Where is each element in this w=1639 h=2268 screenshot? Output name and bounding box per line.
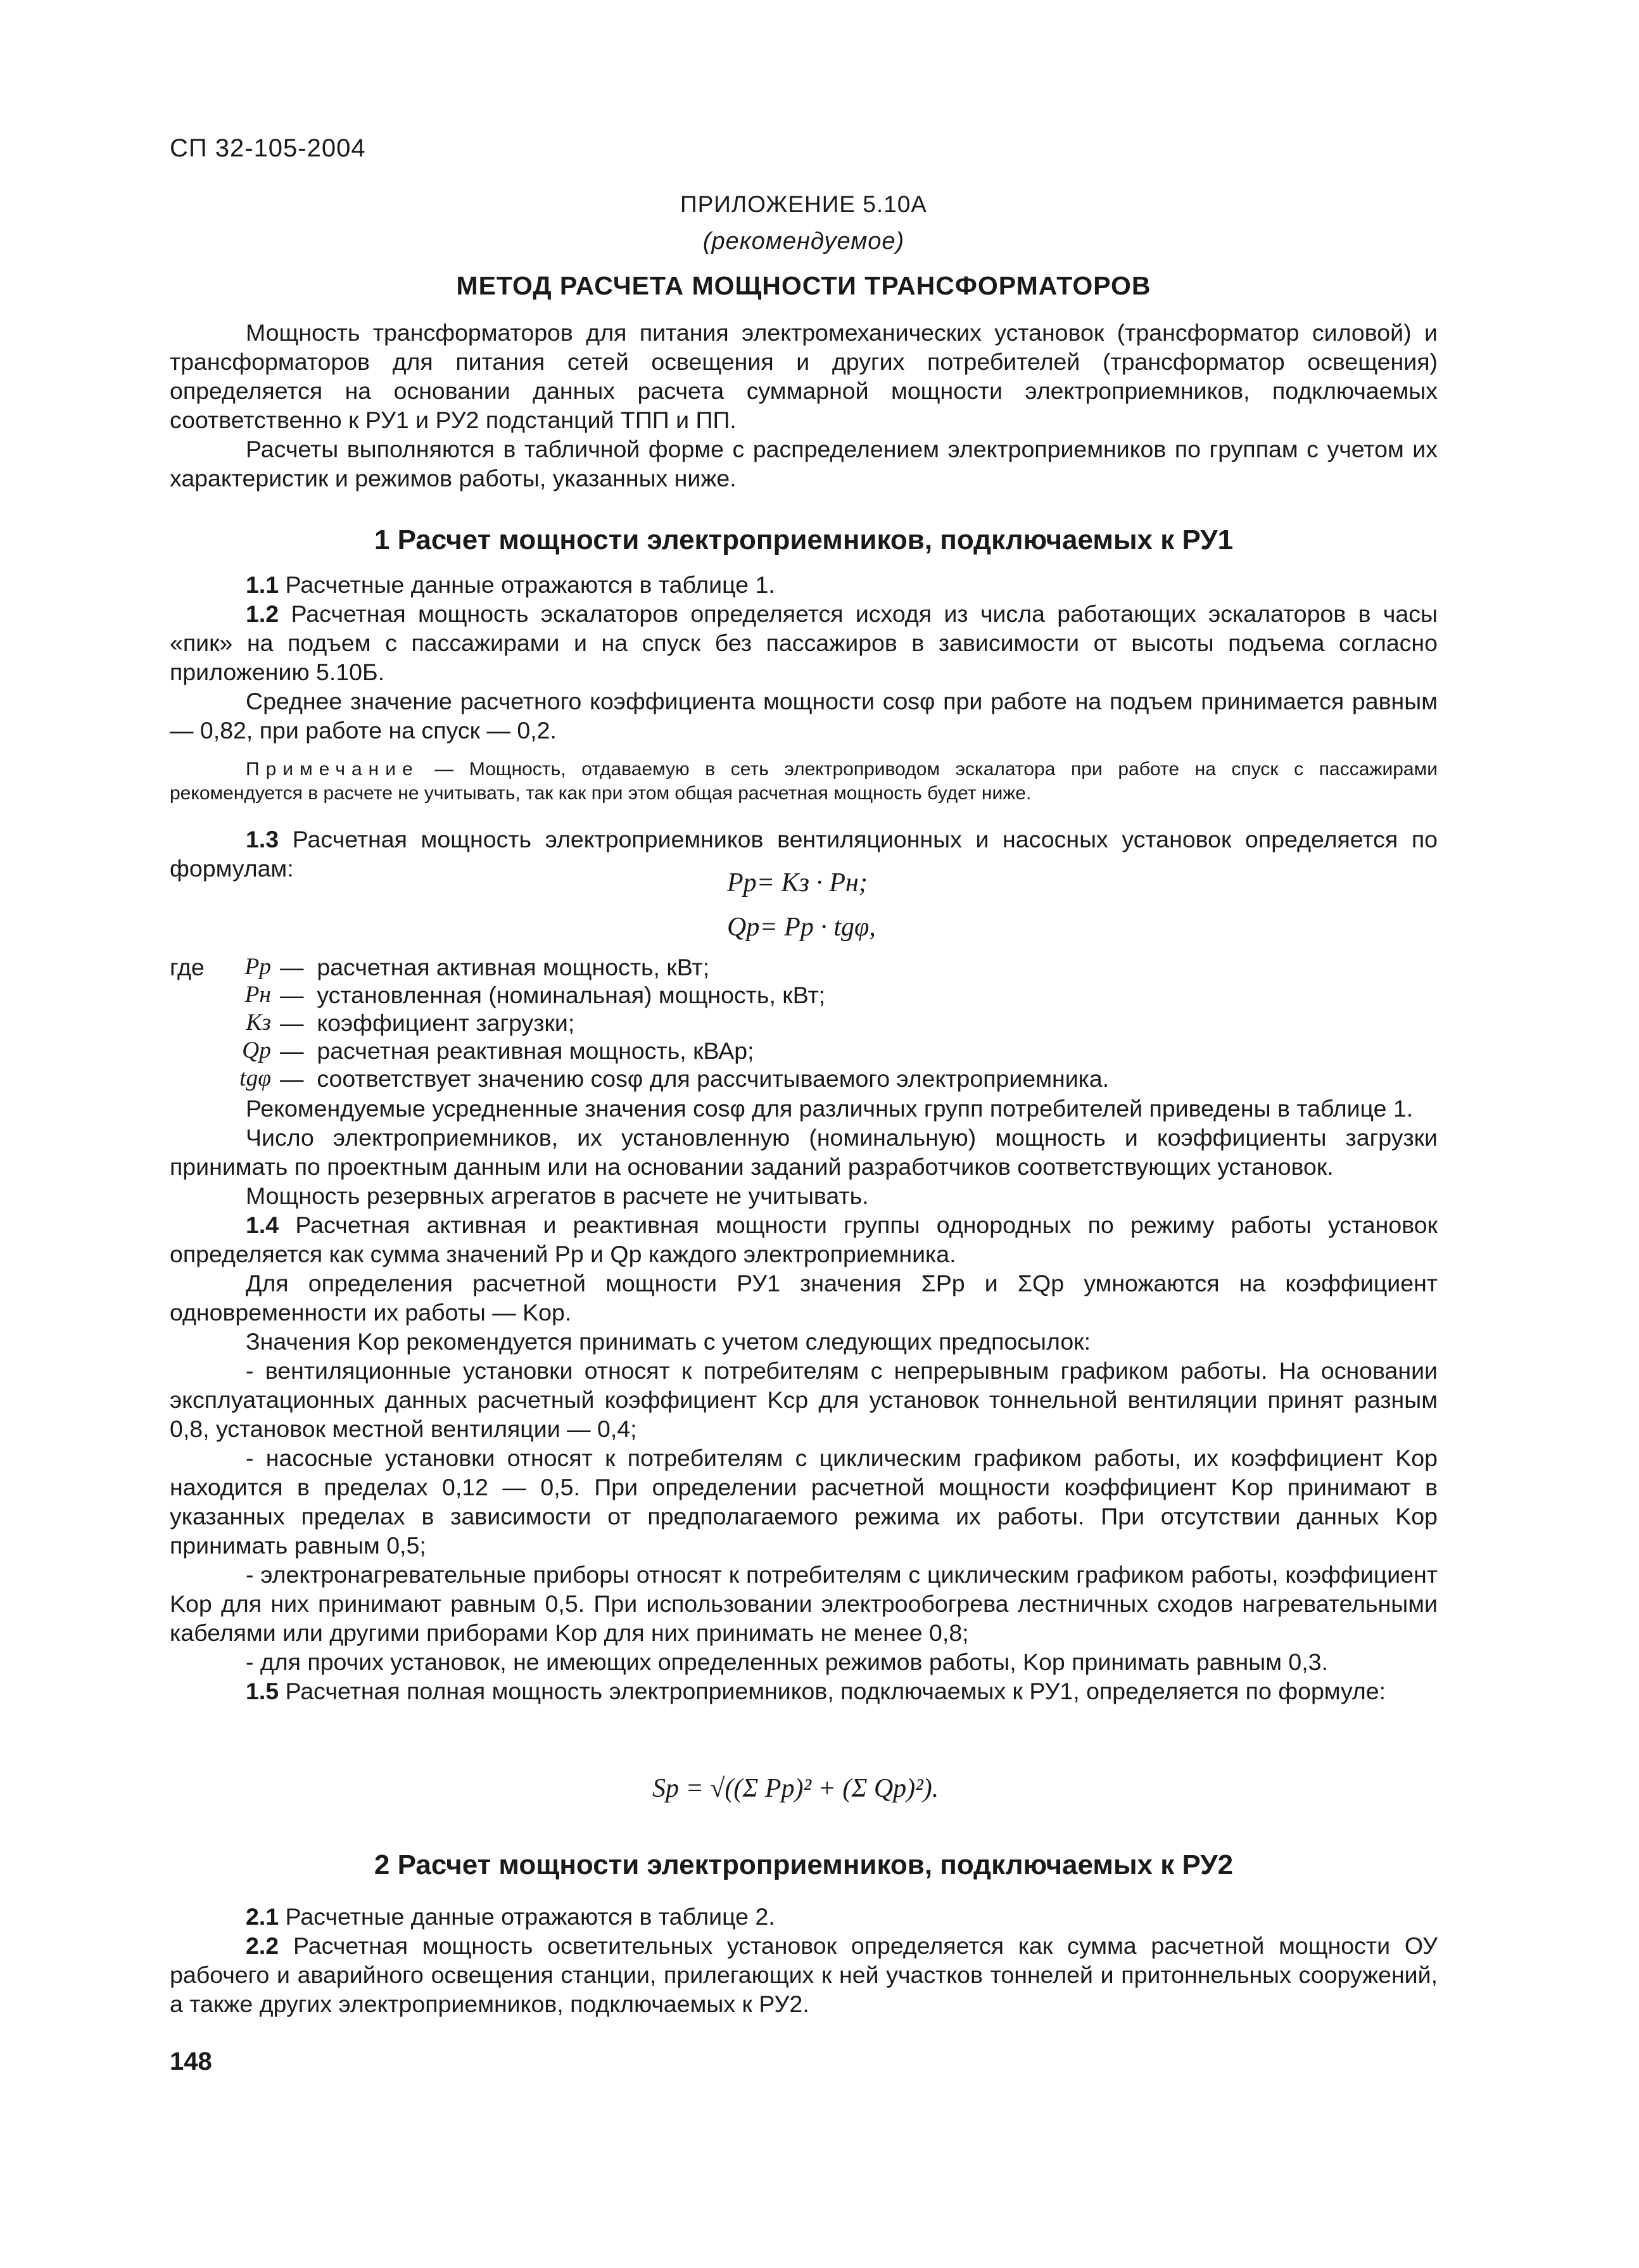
bullet-other: - для прочих установок, не имеющих определенных режимов работы, Kор принимать равным 0,3. bbox=[246, 1649, 1328, 1675]
bullet-pumps: - насосные установки относят к потребителям с циклическим графиком работы, их коэффициент Kор находится в пределах 0,12 — 0,5. При определении расчетной мощности коэффициент Kор принимают в указанных пределах в зависимости от предполагаемого режима их работы. При отсутствии данных Kор принимать равным 0,5; bbox=[170, 1445, 1438, 1559]
paragraph-1-4: 1.4 Расчетная активная и реактивная мощности группы однородных по режиму работы установок определяется как сумма значений Pр и Qр каждого электроприемника. bbox=[170, 1212, 1438, 1267]
formula-reactive-power: Qр= Pр · tgφ, bbox=[727, 913, 876, 942]
appendix-label: ПРИЛОЖЕНИЕ 5.10А bbox=[680, 191, 927, 217]
paragraph-1-1: 1.1 Расчетные данные отражаются в таблице 1. bbox=[246, 571, 775, 598]
paragraph-number: 1.5 bbox=[246, 1678, 279, 1704]
document-code: СП 32-105-2004 bbox=[170, 134, 366, 162]
page-number: 148 bbox=[170, 2048, 212, 2075]
where-label: где bbox=[170, 954, 205, 980]
definition-row: Pн — установленная (номинальная) мощность, кВт; bbox=[244, 982, 826, 1008]
definition-row: Kз — коэффициент загрузки; bbox=[246, 1010, 575, 1036]
intro bbox=[170, 318, 1438, 493]
paragraph-1-2: 1.2 Расчетная мощность эскалаторов определяется исходя из числа работающих эскалаторов в часы «пик» на подъем с пассажирами и на спуск без пассажиров в зависимости от высоты подъема согласно приложению 5.10Б. bbox=[170, 600, 1438, 685]
ru1-paragraph: Для определения расчетной мощности РУ1 значения ΣPр и ΣQр умножаются на коэффициент одновременности их работы — Kор. bbox=[170, 1270, 1438, 1326]
section1-block-b bbox=[170, 1094, 1438, 1706]
note-text: — Мощность, отдаваемую в сеть электроприводом эскалатора при работе на спуск с пассажирами рекомендуется в расчете не учитывать, так как при этом общая расчетная мощность будет ниже. bbox=[170, 759, 1438, 804]
kor-intro-paragraph: Значения Kор рекомендуется принимать с учетом следующих предпосылок: bbox=[246, 1328, 1091, 1355]
paragraph-number: 2.1 bbox=[246, 1903, 279, 1930]
note bbox=[170, 757, 1438, 806]
intro-paragraph: Мощность трансформаторов для питания электромеханических установок (трансформатор силовой) и трансформаторов для питания сетей освещения и других потребителей (трансформатор освещения) определяется на основании данных расчета суммарной мощности электроприемников, подключаемых соответственно к РУ1 и РУ2 подстанций ТПП и ПП. bbox=[170, 319, 1438, 433]
section1-block-a bbox=[170, 570, 1438, 883]
appendix-status: (рекомендуемое) bbox=[702, 228, 905, 255]
reserve-paragraph: Мощность резервных агрегатов в расчете не учитывать. bbox=[246, 1182, 869, 1209]
definition-row: tgφ — соответствует значению cosφ для рассчитываемого электроприемника. bbox=[239, 1065, 1110, 1092]
formula-apparent-power: Sр = √((Σ Pр)² + (Σ Qр)²). bbox=[652, 1774, 939, 1803]
cos-paragraph: Среднее значение расчетного коэффициента мощности cosφ при работе на подъем принимается равным — 0,82, при работе на спуск — 0,2. bbox=[170, 688, 1438, 744]
section2-block bbox=[170, 1902, 1438, 2018]
paragraph-1-5: 1.5 Расчетная полная мощность электроприемников, подключаемых к РУ1, определяется по формуле: bbox=[246, 1678, 1386, 1704]
definitions-list bbox=[170, 953, 1109, 1093]
recommended-cos-paragraph: Рекомендуемые усредненные значения cosφ для различных групп потребителей приведены в таблице 1. bbox=[246, 1095, 1414, 1122]
definition-row: Pр — расчетная активная мощность, кВт; bbox=[244, 954, 710, 980]
paragraph-number: 1.1 bbox=[246, 571, 279, 598]
paragraph-2-2: 2.2 Расчетная мощность осветительных установок определяется как сумма расчетной мощности ОУ рабочего и аварийного освещения станции, прилегающих к ней участков тоннелей и притоннельных сооружений, а также других электроприемников, подключаемых к РУ2. bbox=[170, 1932, 1438, 2017]
paragraph-number: 1.3 bbox=[246, 826, 279, 852]
definition-row: Qр — расчетная реактивная мощность, кВАр; bbox=[242, 1037, 754, 1064]
paragraph-2-1: 2.1 Расчетные данные отражаются в таблице 2. bbox=[246, 1903, 775, 1930]
bullet-ventilation: - вентиляционные установки относят к потребителям с непрерывным графиком работы. На основании эксплуатационных данных расчетный коэффициент Kср для установок тоннельной вентиляции принят разным 0,8, установок местной вентиляции — 0,4; bbox=[170, 1357, 1438, 1442]
paragraph-number: 2.2 bbox=[246, 1932, 279, 1959]
appendix-title: МЕТОД РАСЧЕТА МОЩНОСТИ ТРАНСФОРМАТОРОВ bbox=[456, 271, 1151, 300]
paragraph-1-3: 1.3 Расчетная мощность электроприемников вентиляционных и насосных установок определяется по формулам: bbox=[170, 826, 1438, 882]
paragraph-number: 1.2 bbox=[246, 600, 279, 627]
section2-heading: 2 Расчет мощности электроприемников, подключаемых к РУ2 bbox=[374, 1849, 1234, 1880]
paragraph-number: 1.4 bbox=[246, 1212, 279, 1238]
count-paragraph: Число электроприемников, их установленную (номинальную) мощность и коэффициенты загрузки принимать по проектным данным или на основании заданий разработчиков соответствующих установок. bbox=[170, 1124, 1438, 1180]
note-label: Примечание bbox=[246, 759, 419, 780]
bullet-heaters: - электронагревательные приборы относят к потребителям с циклическим графиком работы, коэффициент Kор для них принимают равным 0,5. При использовании электрообогрева лестничных сходов нагревательными кабелями или другими приборами Kор для них принимать не менее 0,8; bbox=[170, 1561, 1438, 1646]
intro-paragraph: Расчеты выполняются в табличной форме с распределением электроприемников по группам с учетом их характеристик и режимов работы, указанных ниже. bbox=[170, 436, 1438, 491]
section1-heading: 1 Расчет мощности электроприемников, подключаемых к РУ1 bbox=[374, 524, 1234, 555]
formula-active-power: Pр= Kз · Pн; bbox=[727, 868, 868, 897]
